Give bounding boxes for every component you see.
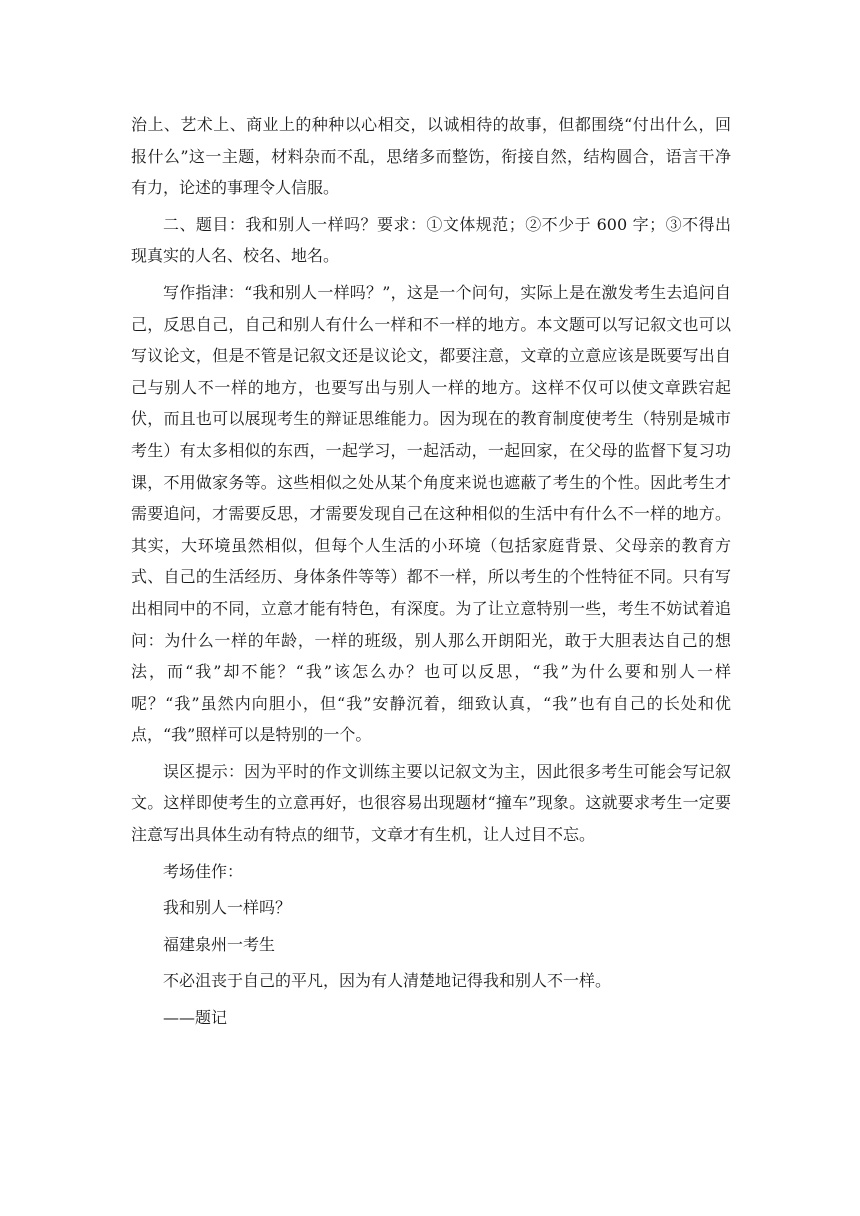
essay-epigraph-label: ——题记	[163, 1008, 228, 1028]
paragraph-writing-guide: 写作指津：“我和别人一样吗？”，这是一个问句，实际上是在激发考生去追问自己，反思自己，自己和别人有什么一样和不一样的地方。本文题可以写记叙文也可以写议论文，但是不管是记叙文还是议论文，都要注意，文章的立意应该是既要写出自己与别人不一样的地方，也要写出与别人一样的地方。这样不仅可以使文章跌宕起伏，而且也可以展现考生的辩证思维能力。因为现在的教育制度使考生（特别是城市考生）有太多相似的东西，一起学习，一起活动，一起回家，在父母的监督下复习功课，不用做家务等。这些相似之处从某个角度来说也遮蔽了考生的个性。因此考生才需要追问，才需要反思，才需要发现自己在这种相似的生活中有什么不一样的地方。其实，大环境虽然相似，但每个人生活的小环境（包括家庭背景、父母亲的教育方式、自己的生活经历、身体条件等等）都不一样，所以考生的个性特征不同。只有写出相同中的不同，立意才能有特色，有深度。为了让立意特别一些，考生不妨试着追问：为什么一样的年龄，一样的班级，别人那么开朗阳光，敢于大胆表达自己的想法，而“我”却不能？“我”该怎么办？也可以反思，“我”为什么要和别人一样呢？“我”虽然内向胆小，但“我”安静沉着，细致认真，“我”也有自己的长处和优点，“我”照样可以是特别的一个。	[131, 282, 731, 745]
essay-author: 福建泉州一考生	[163, 934, 276, 954]
paragraph-topic-two: 二、题目：我和别人一样吗？要求：①文体规范；②不少于 600 字；③不得出现真实的人名、校名、地名。	[131, 214, 731, 266]
document-page	[131, 109, 731, 1039]
paragraph-sample-heading: 考场佳作：	[163, 861, 244, 881]
essay-title: 我和别人一样吗？	[163, 898, 292, 918]
paragraph-pitfall-tips: 误区提示：因为平时的作文训练主要以记叙文为主，因此很多考生可能会写记叙文。这样即使考生的立意再好，也很容易出现题材“撞车”现象。这就要求考生一定要注意写出具体生动有特点的细节，文章才有生机，让人过目不忘。	[131, 761, 731, 845]
paragraph-previous-review: 治上、艺术上、商业上的种种以心相交，以诚相待的故事，但都围绕“付出什么，回报什么”这一主题，材料杂而不乱，思绪多而整饬，衔接自然，结构圆合，语言干净有力，论述的事理令人信服。	[131, 115, 731, 198]
essay-epigraph: 不必沮丧于自己的平凡，因为有人清楚地记得我和别人不一样。	[163, 971, 612, 991]
